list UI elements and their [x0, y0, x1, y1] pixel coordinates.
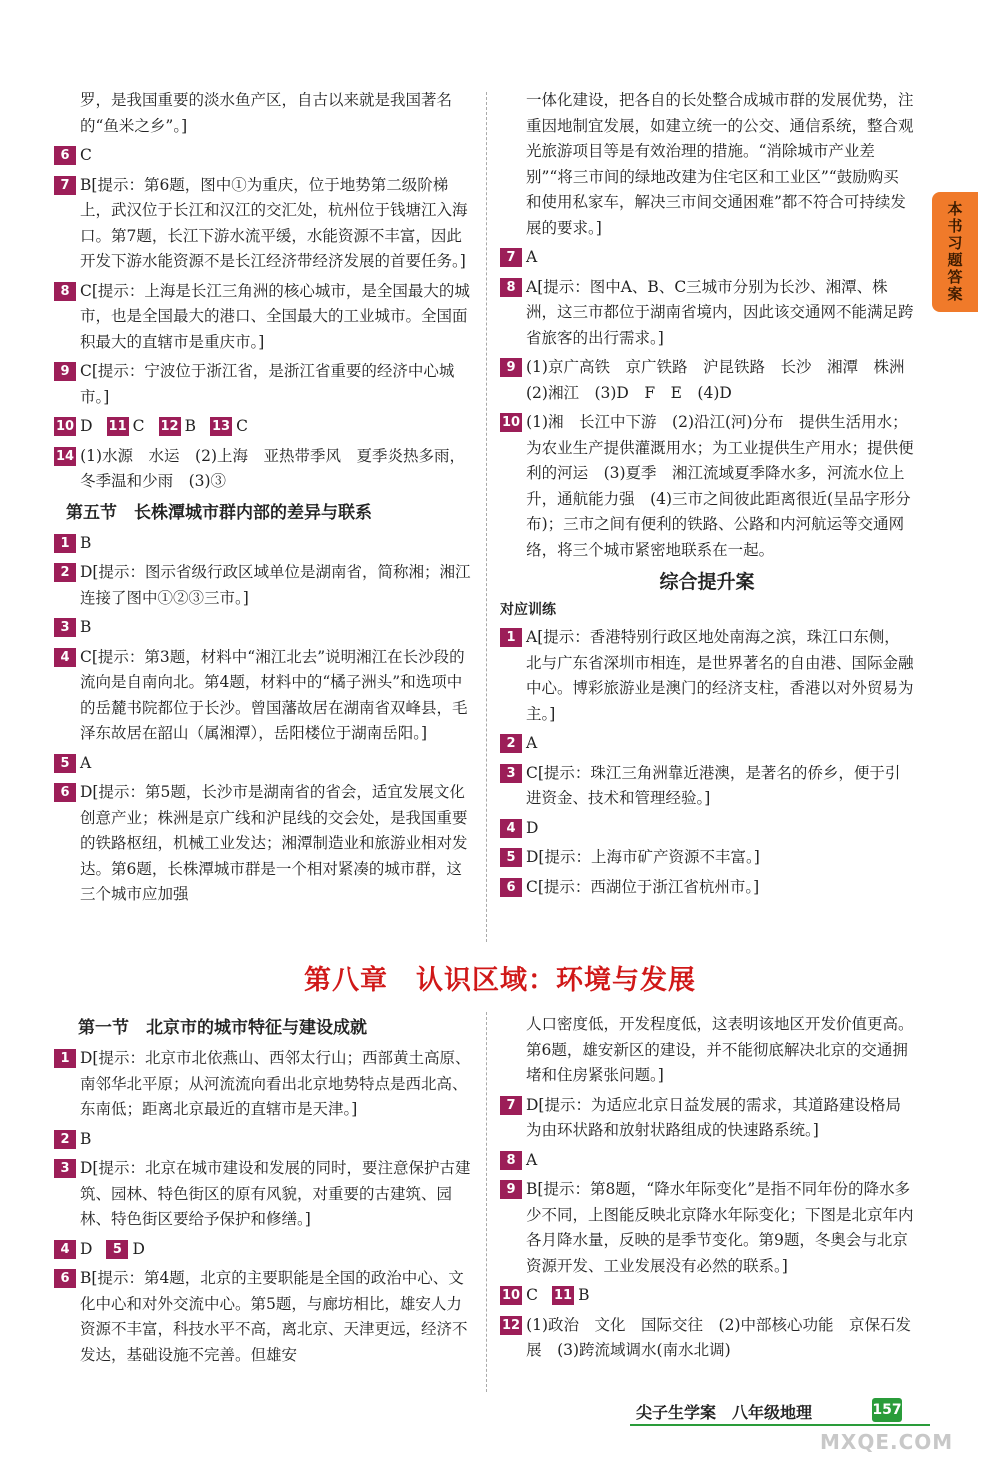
- answer-item: 10 C: [502, 1286, 538, 1304]
- answer-item: 8 C[提示：上海是长江三角洲的核心城市，是全国最大的城市，也是全国最大的港口、全国最大的工业城市。全国面积最大的直辖市是重庆市。]: [54, 279, 474, 356]
- chapter-title: 第八章 认识区域：环境与发展: [304, 965, 696, 996]
- answer-row: [500, 1283, 914, 1309]
- answer-item: 13 C: [211, 417, 248, 435]
- answer-item: 12 B: [160, 417, 196, 435]
- bottom-left-column: [54, 1012, 474, 1372]
- answer-item: 5 A: [54, 751, 474, 777]
- answer-item: 8 A: [500, 1148, 914, 1174]
- answer-item: 9 B[提示：第8题，“降水年际变化”是指不同年份的降水多少不同，上图能反映北京降水年际变化；下图是北京年内各月降水量，反映的是季节变化。第9题，冬奥会与北京资源开发、工业发展没有必然的联系。]: [500, 1177, 914, 1279]
- answer-item: 5 D: [106, 1237, 144, 1263]
- answer-item: 6 B[提示：第4题，北京的主要职能是全国的政治中心、文化中心和对外交流中心。第5题，与廊坊相比，雄安人力资源不丰富，科技水平不高，离北京、天津更远，经济不发达，基础设施不完善。但雄安: [54, 1266, 474, 1368]
- answer-item: 12 (1)政治 文化 国际交往 (2)中部核心功能 京保石发展 (3)跨流域调水(南水北调): [502, 1315, 912, 1359]
- answer-item: 6 C: [54, 143, 474, 169]
- answer-item: 2 D[提示：图示省级行政区域单位是湖南省，简称湘；湘江连接了图中①②③三市。]: [54, 560, 474, 611]
- footer-line: [630, 1424, 930, 1426]
- column-divider-top: [486, 92, 487, 942]
- side-tab-label: 本书习题答案: [945, 201, 964, 303]
- bottom-right-column: [500, 1012, 914, 1368]
- answer-item: 3 B: [54, 615, 474, 641]
- answer-item: 14 (1)水源 水运 (2)上海 亚热带季风 夏季炎热多雨，冬季温和少雨 (3)③: [56, 446, 466, 490]
- footer-brand: 尖子生学案 八年级地理: [636, 1403, 813, 1422]
- answer-item: 7 B[提示：第6题，图中①为重庆，位于地势第二级阶梯上，武汉位于长江和汉江的交汇处，杭州位于钱塘江入海口。第7题，长江下游水流平缓，水能资源不丰富，因此开发下游水能资源不是长江经济带经济发展的首要任务。]: [54, 173, 474, 275]
- answer-item: 9 C[提示：宁波位于浙江省，是浙江省重要的经济中心城市。]: [54, 359, 474, 410]
- answer-item: 1 D[提示：北京市北依燕山、西邻太行山；西部黄土高原、南邻华北平原；从河流流向看出北京地势特点是西北高、东南低；距离北京最近的直辖市是天津。]: [54, 1046, 474, 1123]
- continued-text: 罗，是我国重要的淡水鱼产区，自古以来就是我国著名的“鱼米之乡”。]: [80, 91, 453, 135]
- answer-item: 11 B: [553, 1286, 590, 1304]
- answer-item: 9 (1)京广高铁 京广铁路 沪昆铁路 长沙 湘潭 株洲 (2)湘江 (3)D F E (4)D: [500, 355, 914, 406]
- answer-item: 7 A: [500, 245, 914, 271]
- answer-item: 2 A: [500, 731, 914, 757]
- answer-item: 2 B: [54, 1127, 474, 1153]
- answer-item: 5 D[提示：上海市矿产资源不丰富。]: [500, 845, 914, 871]
- answer-item: 10 D: [56, 417, 93, 435]
- answer-item: 1 A[提示：香港特别行政区地处南海之滨，珠江口东侧，北与广东省深圳市相连，是世界著名的自由港、国际金融中心。博彩旅游业是澳门的经济支柱，香港以对外贸易为主。]: [500, 625, 914, 727]
- page-number: 157: [872, 1398, 902, 1422]
- answer-item: 3 D[提示：北京在城市建设和发展的同时，要注意保护古建筑、园林、特色街区的原有风貌，对重要的古建筑、园林、特色街区要给予保护和修缮。]: [54, 1156, 474, 1233]
- subsection-title: 综合提升案: [659, 571, 755, 593]
- answer-item: 8 A[提示：图中A、B、C三城市分别为长沙、湘潭、株洲，这三市都位于湖南省境内，因此该交通网不能满足跨省旅客的出行需求。]: [500, 275, 914, 352]
- continued-text: 人口密度低，开发程度低，这表明该地区开发价值更高。第6题，雄安新区的建设，并不能彻底解决北京的交通拥堵和住房紧张问题。]: [526, 1015, 914, 1084]
- section-title: 第五节 长株潭城市群内部的差异与联系: [66, 502, 372, 523]
- top-right-column: [500, 88, 920, 904]
- answer-item: 1 B: [54, 531, 474, 557]
- answer-item: 4 D: [500, 816, 914, 842]
- side-tab: [932, 192, 978, 312]
- answer-item: 6 C[提示：西湖位于浙江省杭州市。]: [500, 875, 914, 901]
- top-left-column: [54, 88, 474, 912]
- answer-row: [54, 1237, 474, 1263]
- answer-item: 6 D[提示：第5题，长沙市是湖南省的省会，适宜发展文化创意产业；株洲是京广线和沪昆线的交会处，是我国重要的铁路枢纽，机械工业发达；湘潭制造业和旅游业相对发达。第6题，长株潭城市群是一个相对紧凑的城市群，这三个城市应加强: [54, 780, 474, 908]
- watermark: MXQE.COM: [820, 1430, 954, 1454]
- answer-row: [54, 414, 474, 440]
- section-title: 第一节 北京市的城市特征与建设成就: [78, 1018, 367, 1038]
- answer-item: 4 C[提示：第3题，材料中“湘江北去”说明湘江在长沙段的流向是自南向北。第4题，材料中的“橘子洲头”和选项中的岳麓书院都位于长沙。曾国藩故居在湖南省双峰县，毛泽东故居在韶山（属湘潭），岳阳楼位于湖南岳阳。]: [54, 645, 474, 747]
- practice-title: 对应训练: [500, 602, 556, 618]
- column-divider-bottom: [486, 1012, 487, 1392]
- answer-item: 10 (1)湘 长江中下游 (2)沿江(河)分布 提供生活用水；为农业生产提供灌溉用水；为工业提供生产用水；提供便利的河运 (3)夏季 湘江流域夏季降水多，河流水位上升，通航能力强 (4)三市之间彼此距离很近(呈品字形分布)；三市之间有便利的铁路、公路和内河航运等交通网络，将三个城市紧密地联系在一起。: [502, 413, 914, 559]
- continued-text: 一体化建设，把各自的长处整合成城市群的发展优势，注重因地制宜发展，如建立统一的公交、通信系统，整合观光旅游项目等是有效治理的措施。“消除城市产业差别”“将三市间的绿地改建为住宅区和工业区”“鼓励购买和使用私家车，解决三市间交通困难”都不符合可持续发展的要求。]: [526, 91, 914, 237]
- answer-item: 11 C: [108, 417, 145, 435]
- answer-item: 3 C[提示：珠江三角洲靠近港澳，是著名的侨乡，便于引进资金、技术和管理经验。]: [500, 761, 914, 812]
- answer-item: 7 D[提示：为适应北京日益发展的需求，其道路建设格局为由环状路和放射状路组成的快速路系统。]: [500, 1093, 914, 1144]
- answer-item: 4 D: [54, 1237, 92, 1263]
